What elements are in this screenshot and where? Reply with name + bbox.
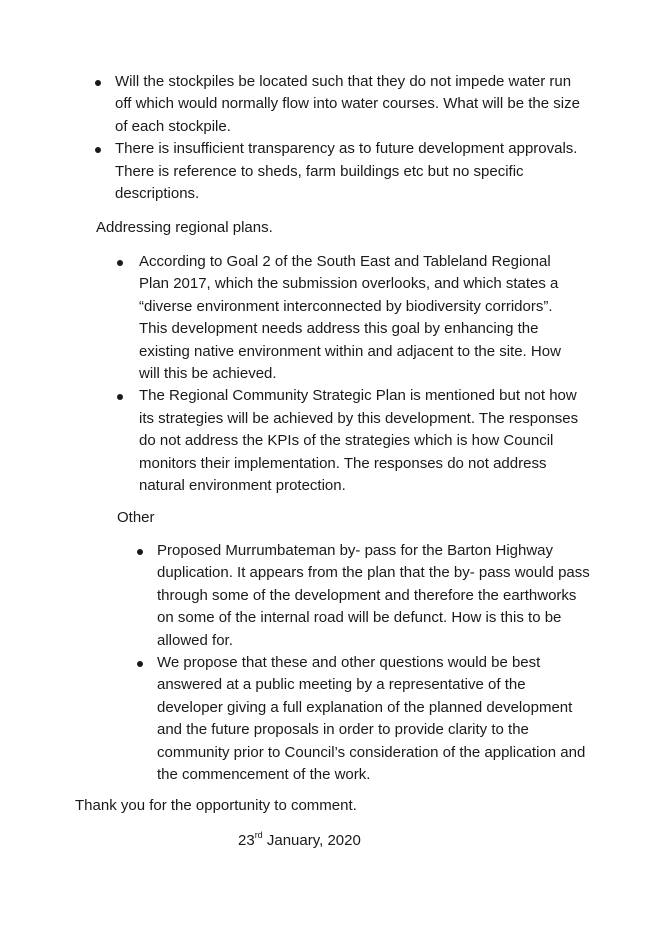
bullet-text: The Regional Community Strategic Plan is mentioned but not how its strategies will be achieved by this development. The responses do not address the KPIs of the strategies which is how Council monitors their implementation. The responses do not address natural environment protection. bbox=[139, 387, 579, 495]
bullet-icon bbox=[137, 549, 143, 555]
bullet-icon bbox=[117, 260, 123, 266]
bullet-text: We propose that these and other questions would be best answered at a public meeting by a representative of the developer giving a full explanation of the planned development and the future proposals in order to provide clarity to the community prior to Council’s consideration of the application and the commencement of the work. bbox=[157, 654, 586, 784]
date-month-year: January, 2020 bbox=[262, 832, 361, 849]
stockpile-bullet-list bbox=[95, 71, 585, 205]
list-item bbox=[117, 385, 579, 497]
bullet-icon bbox=[117, 394, 123, 400]
bullet-icon bbox=[95, 80, 101, 86]
list-item bbox=[137, 652, 592, 786]
list-item bbox=[95, 138, 585, 205]
date-day: 23 bbox=[238, 832, 255, 849]
date-line bbox=[238, 830, 361, 852]
other-bullet-list bbox=[137, 540, 592, 786]
section-heading-other: Other bbox=[117, 509, 155, 526]
section-heading-regional-plans: Addressing regional plans. bbox=[96, 219, 273, 236]
closing-statement: Thank you for the opportunity to comment. bbox=[75, 797, 357, 814]
bullet-text: Will the stockpiles be located such that they do not impede water run off which would normally flow into water courses. What will be the size of each stockpile. bbox=[115, 73, 580, 135]
list-item bbox=[95, 71, 585, 138]
bullet-text: According to Goal 2 of the South East and Tableland Regional Plan 2017, which the submission overlooks, and which states a “diverse environment interconnected by biodiversity corridors”. This development needs address this goal by enhancing the existing native environment within and adjacent to the site. How will this be achieved. bbox=[139, 253, 561, 383]
date-ordinal-suffix: rd bbox=[254, 830, 263, 840]
bullet-text: There is insufficient transparency as to future development approvals. There is reference to sheds, farm buildings etc but no specific descriptions. bbox=[115, 140, 578, 203]
list-item bbox=[117, 251, 579, 385]
bullet-text: Proposed Murrumbateman by- pass for the Barton Highway duplication. It appears from the plan that the by- pass would pass through some of the development and therefore the earthworks on some of the internal road will be defunct. How is this to be allowed for. bbox=[157, 542, 590, 649]
bullet-icon bbox=[95, 147, 101, 153]
bullet-icon bbox=[137, 661, 143, 667]
regional-plans-bullet-list bbox=[117, 251, 579, 497]
list-item bbox=[137, 540, 592, 652]
